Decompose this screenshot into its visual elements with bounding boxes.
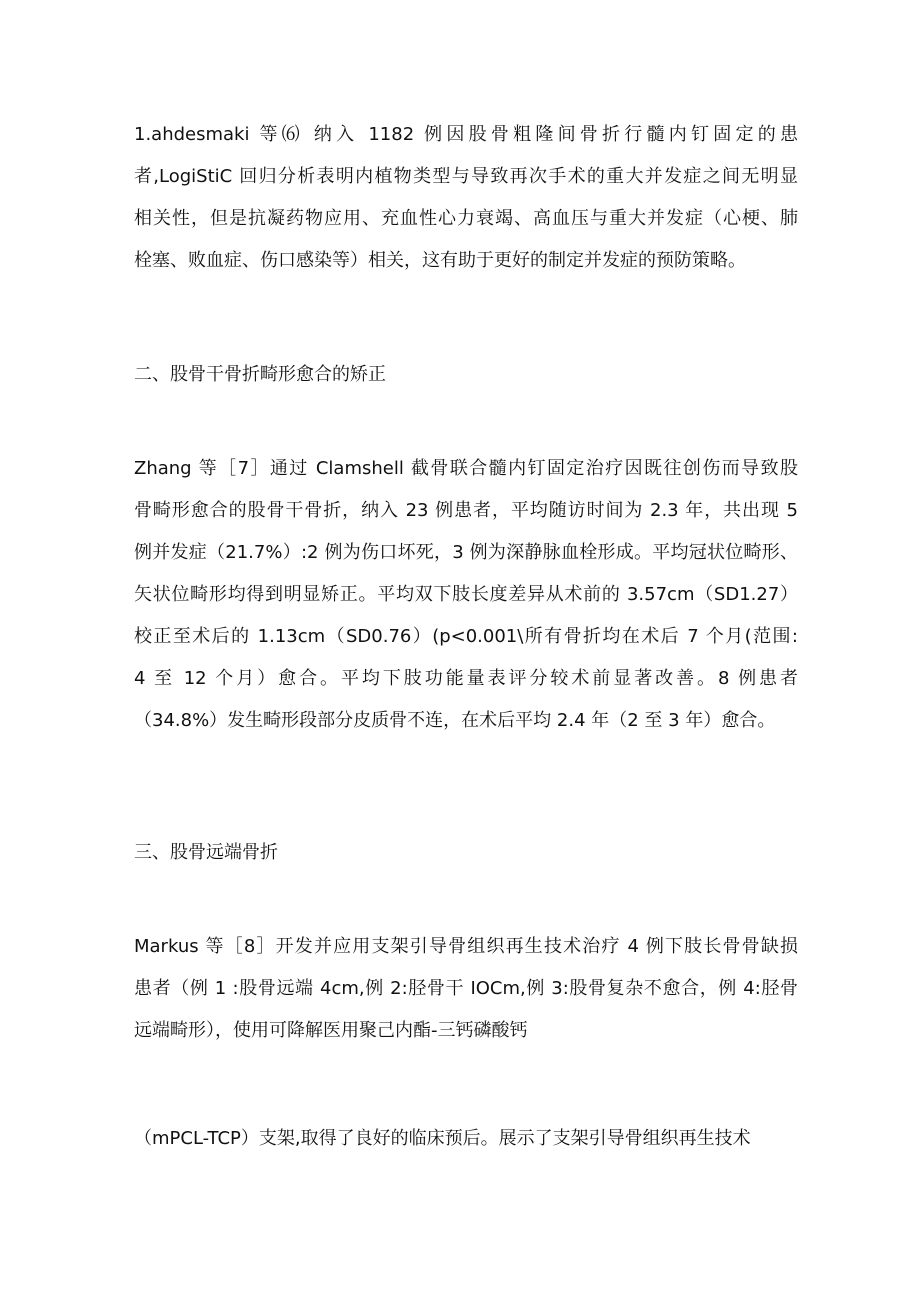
paragraph-line: 例并发症（21.7%）:2 例为伤口坏死，3 例为深静脉血栓形成。平均冠状位畸形、 — [134, 542, 798, 563]
paragraph-line: 校正至术后的 1.13cm（SD0.76）(p<0.001\所有骨折均在术后 7 个月(范围: — [134, 626, 798, 647]
paragraph-zhang-study — [134, 448, 798, 742]
paragraph-line: Zhang 等［7］通过 Clamshell 截骨联合髓内钉固定治疗因既往创伤而导致股 — [134, 458, 798, 479]
paragraph-line: （mPCL-TCP）支架,取得了良好的临床预后。展示了支架引导骨组织再生技术 — [134, 1128, 751, 1149]
paragraph-line: 者,LogiStiC 回归分析表明内植物类型与导致再次手术的重大并发症之间无明显 — [134, 166, 798, 187]
paragraph-intertrochanteric-study — [134, 114, 798, 282]
paragraph-mpcl-tcp-scaffold — [134, 1118, 798, 1160]
paragraph-line: 远端畸形），使用可降解医用聚己内酯-三钙磷酸钙 — [134, 1020, 528, 1041]
section-heading-distal-femur-fracture: 三、股骨远端骨折 — [134, 842, 278, 863]
paragraph-line: （34.8%）发生畸形段部分皮质骨不连，在术后平均 2.4 年（2 至 3 年）愈合。 — [134, 710, 776, 731]
paragraph-line: 骨畸形愈合的股骨干骨折，纳入 23 例患者，平均随访时间为 2.3 年，共出现 5 — [134, 500, 798, 521]
section-heading-femoral-shaft-malunion: 二、股骨干骨折畸形愈合的矫正 — [134, 364, 386, 385]
paragraph-markus-study — [134, 926, 798, 1052]
paragraph-line: 4 至 12 个月）愈合。平均下肢功能量表评分较术前显著改善。8 例患者 — [134, 668, 798, 689]
paragraph-line: Markus 等［8］开发并应用支架引导骨组织再生技术治疗 4 例下肢长骨骨缺损 — [134, 936, 798, 957]
paragraph-line: 相关性，但是抗凝药物应用、充血性心力衰竭、高血压与重大并发症（心梗、肺 — [134, 208, 798, 229]
paragraph-line: 患者（例 1 :股骨远端 4cm,例 2:胫骨干 IOCm,例 3:股骨复杂不愈合，例 4:胫骨 — [134, 978, 798, 999]
paragraph-line: 矢状位畸形均得到明显矫正。平均双下肢长度差异从术前的 3.57cm（SD1.27） — [134, 584, 798, 605]
paragraph-line: 1.ahdesmaki 等⑹ 纳入 1182 例因股骨粗隆间骨折行髓内钉固定的患 — [134, 124, 798, 145]
paragraph-line: 栓塞、败血症、伤口感染等）相关，这有助于更好的制定并发症的预防策略。 — [134, 250, 746, 271]
